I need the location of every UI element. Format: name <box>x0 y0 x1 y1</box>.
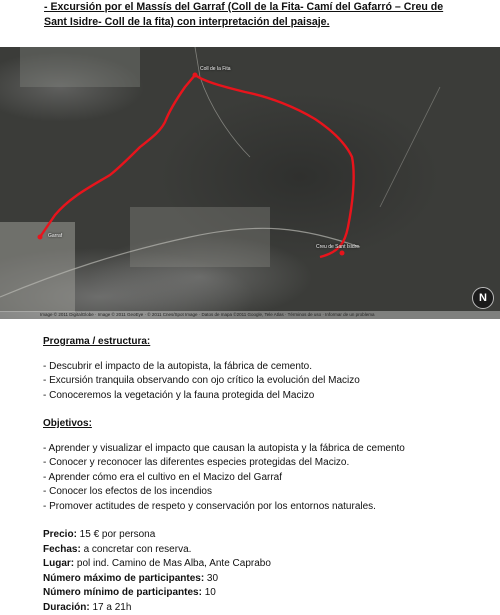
info-label: Fechas: <box>43 544 81 555</box>
map-label-start: Garraf <box>48 233 62 239</box>
map-label-creu: Creu de Sant Isidre <box>316 244 359 250</box>
info-label: Número mínimo de participantes: <box>43 587 202 598</box>
route-marker <box>38 235 43 240</box>
info-block <box>43 528 483 615</box>
info-max-participantes <box>43 572 483 587</box>
list-item: - Promover actitudes de respeto y conservación por los entornos naturales. <box>43 500 483 515</box>
info-value: a concretar con reserva. <box>81 544 192 555</box>
info-label: Número máximo de participantes: <box>43 573 204 584</box>
list-item: - Conoceremos la vegetación y la fauna protegida del Macizo <box>43 389 483 404</box>
route-map[interactable] <box>0 47 500 319</box>
info-value: 30 <box>204 573 218 584</box>
info-lugar <box>43 557 483 572</box>
list-item: - Conocer y reconocer las diferentes especies protegidas del Macizo. <box>43 456 483 471</box>
route-marker <box>193 73 198 78</box>
programa-list <box>43 360 483 404</box>
info-label: Precio: <box>43 529 77 540</box>
map-label-coll: Coll de la Fita <box>200 66 231 72</box>
objetivos-heading: Objetivos: <box>43 417 483 432</box>
info-duracion <box>43 601 483 615</box>
route-map-drawing <box>0 47 500 319</box>
document-body <box>43 335 483 615</box>
road <box>380 87 440 207</box>
list-item: - Conocer los efectos de los incendios <box>43 485 483 500</box>
list-item: - Aprender cómo era el cultivo en el Macizo del Garraf <box>43 471 483 486</box>
list-item: - Descubrir el impacto de la autopista, la fábrica de cemento. <box>43 360 483 375</box>
info-min-participantes <box>43 586 483 601</box>
map-attribution: Image © 2011 DigitalGlobe · Image © 2011 GeoEye · © 2011 Cnes/Spot Image · Datos de mapa ©2011 Google, Tele Atlas · Términos de uso · Informar de un problema <box>0 311 500 319</box>
urban-area <box>20 47 140 87</box>
list-item: - Aprender y visualizar el impacto que causan la autopista y la fábrica de cemento <box>43 442 483 457</box>
urban-area <box>0 222 75 312</box>
info-fechas <box>43 543 483 558</box>
objetivos-list <box>43 442 483 515</box>
list-item: - Excursión tranquila observando con ojo crítico la evolución del Macizo <box>43 374 483 389</box>
info-value: 17 a 21h <box>90 602 132 613</box>
programa-heading: Programa / estructura: <box>43 335 483 350</box>
urban-area <box>130 207 270 267</box>
document-title: - Excursión por el Massís del Garraf (Coll de la Fita- Camí del Gafarró – Creu de Sant Isidre- Coll de la fita) con interpretación del paisaje. <box>44 0 464 30</box>
info-value: 10 <box>202 587 216 598</box>
road <box>195 47 250 157</box>
north-arrow-icon: N <box>472 287 494 309</box>
info-value: pol ind. Camino de Mas Alba, Ante Caprabo <box>74 558 271 569</box>
info-precio <box>43 528 483 543</box>
route-marker <box>340 251 345 256</box>
info-label: Duración: <box>43 602 90 613</box>
info-value: 15 € por persona <box>77 529 155 540</box>
info-label: Lugar: <box>43 558 74 569</box>
